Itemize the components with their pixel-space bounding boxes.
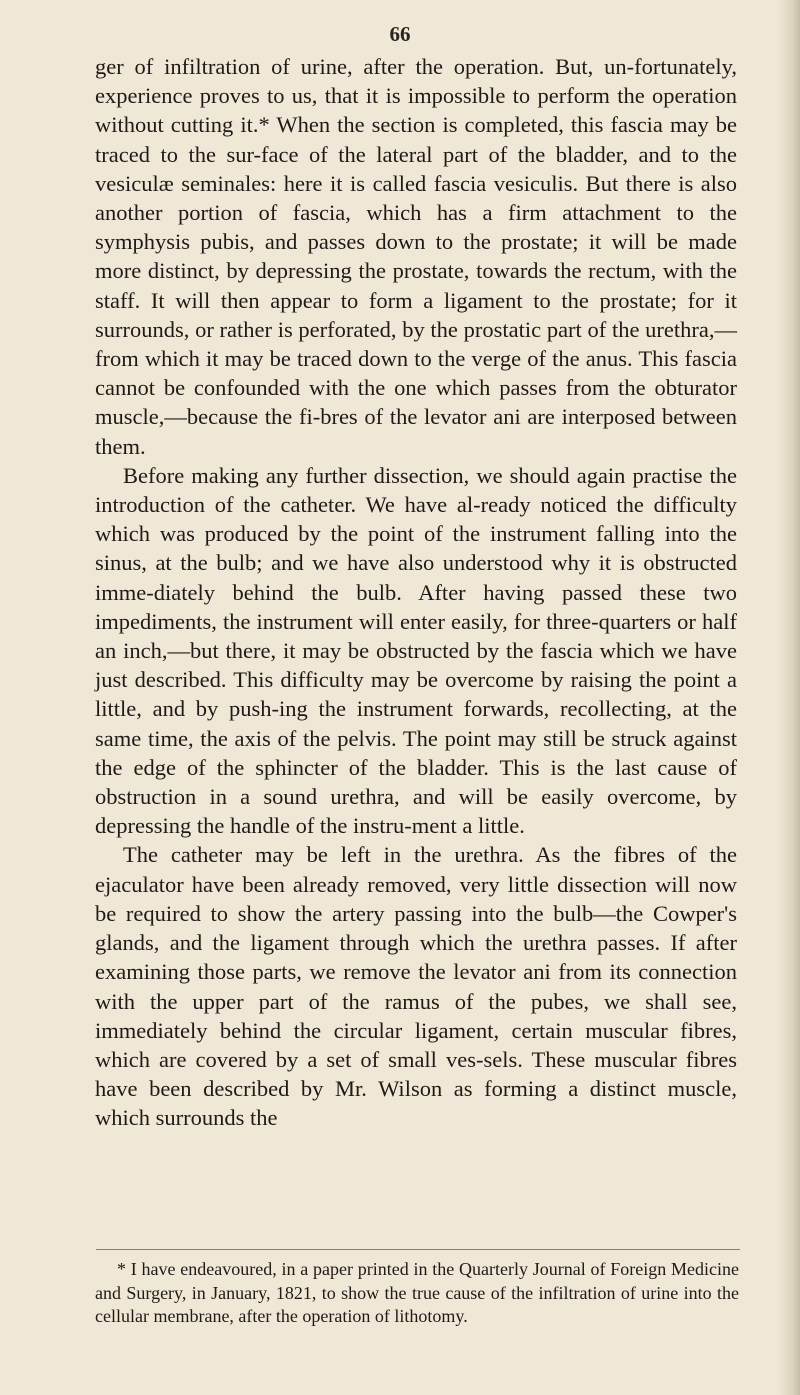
footnote: * I have endeavoured, in a paper printed in the Quarterly Journal of Foreign Medicine and Surgery, in January, 1821, to show the true cause of the infiltration of urine into the cellular membrane, after the operation of lithotomy.	[95, 1259, 739, 1327]
page-edge-shadow	[778, 0, 800, 1395]
footnote-divider	[96, 1249, 740, 1250]
paragraph-1: ger of infiltration of urine, after the operation. But, un-fortunately, experience proves to us, that it is impossible to perform the operation without cutting it.* When the section is completed, this fascia may be traced to the sur-face of the lateral part of the bladder, and to the vesiculæ seminales: here it is called fascia vesiculis. But there is also another portion of fascia, which has a firm attachment to the symphysis pubis, and passes down to the prostate; it will be made more distinct, by depressing the prostate, towards the rectum, with the staff. It will then appear to form a ligament to the prostate; for it surrounds, or rather is perforated, by the prostatic part of the urethra,— from which it may be traced down to the verge of the anus. This fascia cannot be confounded with the one which passes from the obturator muscle,—because the fi-bres of the levator ani are interposed between them.	[95, 54, 737, 459]
paragraph-2: Before making any further dissection, we should again practise the introduction of the catheter. We have al-ready noticed the difficulty which was produced by the point of the instrument falling into the sinus, at the bulb; and we have also understood why it is obstructed imme-diately behind the bulb. After having passed these two impediments, the instrument will enter easily, for three-quarters or half an inch,—but there, it may be obstructed by the fascia which we have just described. This difficulty may be overcome by raising the point a little, and by push-ing the instrument forwards, recollecting, at the same time, the axis of the pelvis. The point may still be struck against the edge of the sphincter of the bladder. This is the last cause of obstruction in a sound urethra, and will be easily overcome, by depressing the handle of the instru-ment a little.	[95, 462, 737, 839]
body-text	[95, 52, 737, 1133]
paragraph-3: The catheter may be left in the urethra. As the fibres of the ejaculator have been already removed, very little dissection will now be required to show the artery passing into the bulb—the Cowper's glands, and the ligament through which the urethra passes. If after examining those parts, we remove the levator ani from its connection with the upper part of the ramus of the pubes, we shall see, immediately behind the circular ligament, certain muscular fibres, which are covered by a set of small ves-sels. These muscular fibres have been described by Mr. Wilson as forming a distinct muscle, which surrounds the	[95, 842, 737, 1131]
page-number: 66	[389, 22, 411, 46]
